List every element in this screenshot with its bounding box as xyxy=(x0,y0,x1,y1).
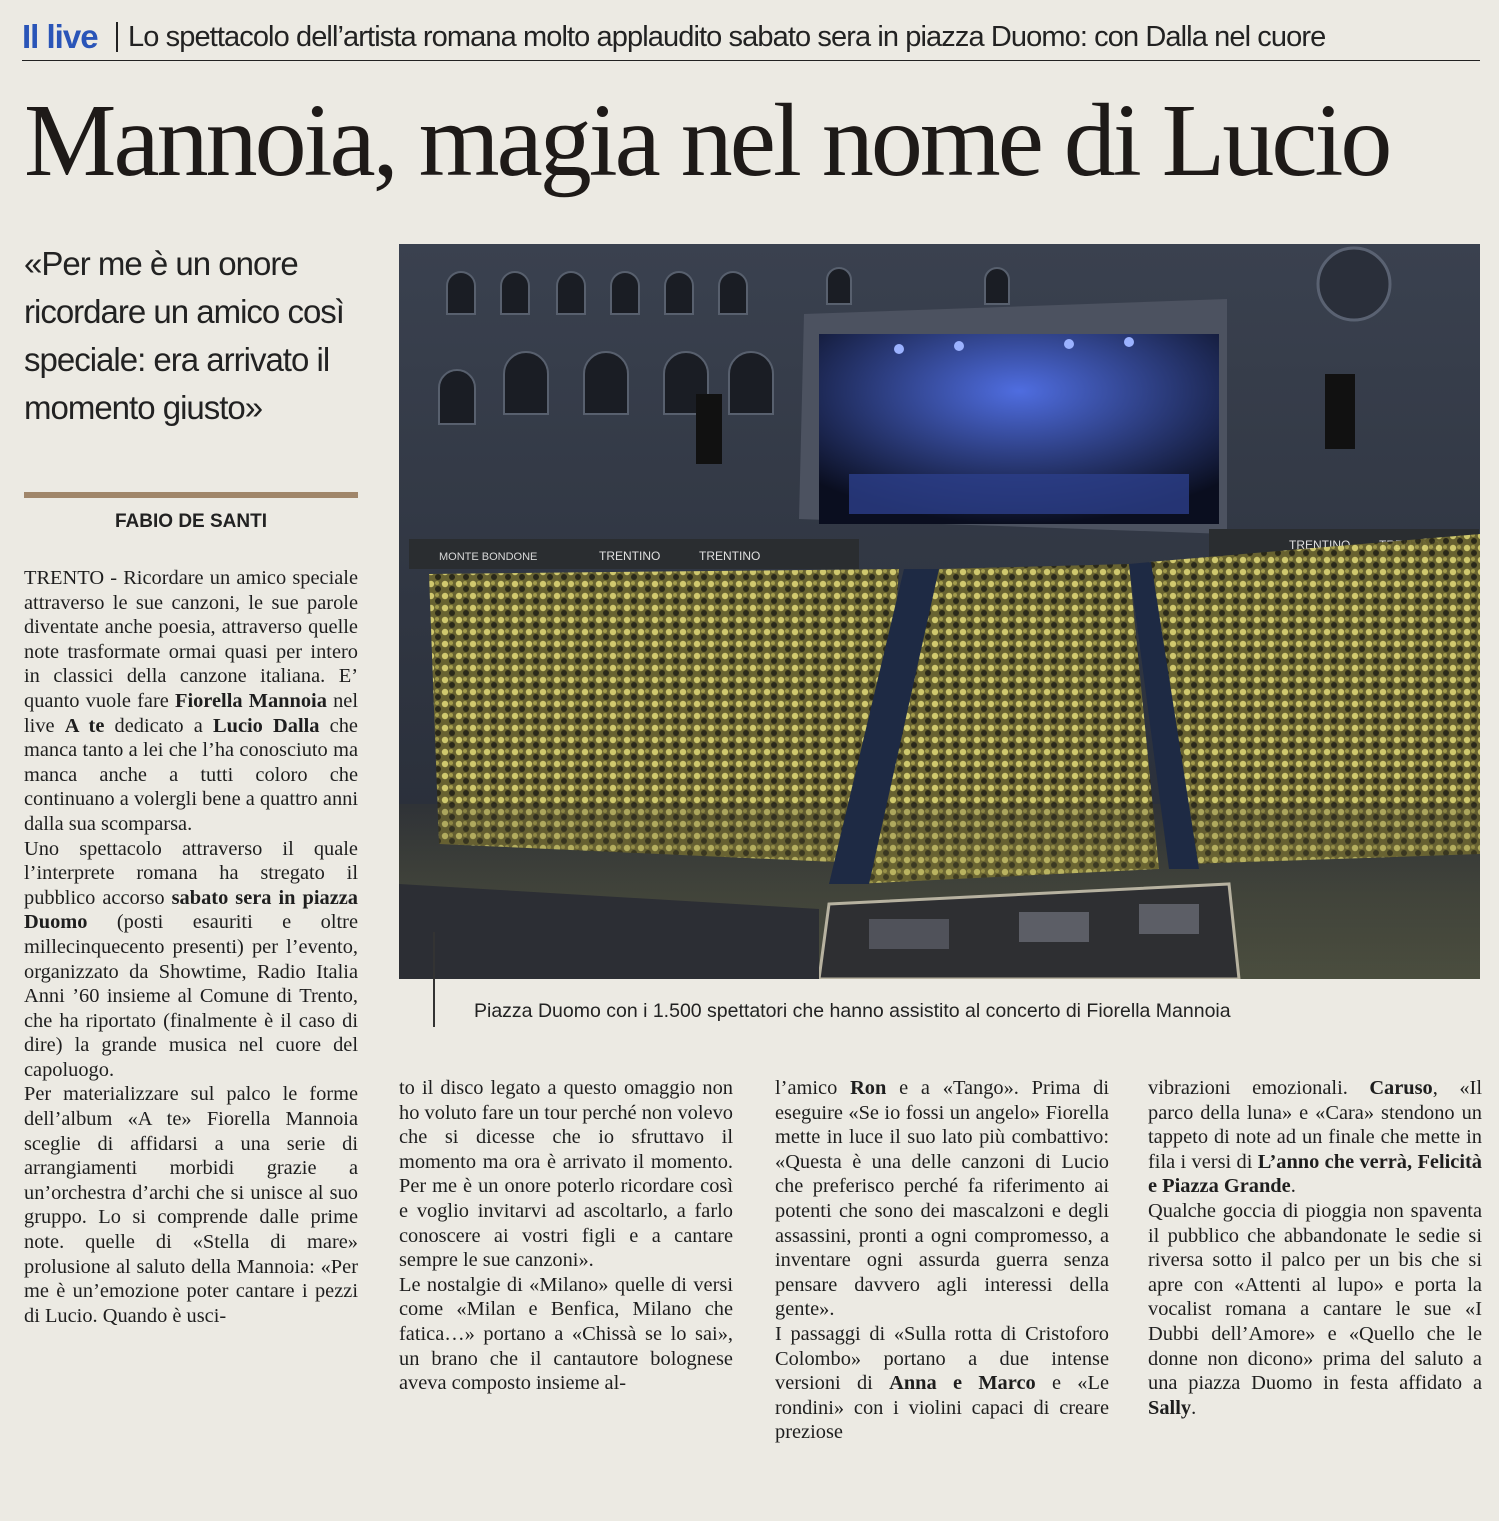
article-column-1 xyxy=(24,566,358,1328)
text-run: nel live xyxy=(24,689,358,737)
bold-text: L’anno che verrà, Felicità e Piazza Grande xyxy=(1148,1150,1482,1198)
text-run: . xyxy=(1191,1396,1197,1419)
bold-text: A te xyxy=(64,714,105,737)
text-run: e a «Tango». Prima di eseguire «Se io fossi un angelo» Fiorella mette in luce il suo lato più combattivo: «Questa è una delle canzoni di Lucio che preferisco perché fa riferimento ai potenti che sono dei mascalzoni e degli assassini, pronti a ogni compromesso, a inventare ogni assurda guerra senza pensare davvero agli interessi della gente». xyxy=(775,1077,1110,1321)
text-run: , «Il parco della luna» e «Cara» stendono un tappeto di note ad un finale che mette in fila i versi di xyxy=(1148,1077,1482,1173)
bold-text: Caruso xyxy=(1369,1077,1433,1099)
photo-caption: Piazza Duomo con i 1.500 spettatori che hanno assistito al concerto di Fiorella Mannoia xyxy=(474,1000,1231,1022)
bold-text: Fiorella Mannoia xyxy=(174,689,327,712)
paragraph xyxy=(399,1076,733,1273)
bold-text: Ron xyxy=(850,1077,887,1099)
paragraph xyxy=(24,1082,358,1328)
banner-trentino-1: TRENTINO xyxy=(599,549,661,563)
text-run: l’amico xyxy=(775,1077,851,1099)
text-run: (posti esauriti e oltre millecinquecento presenti) per l’evento, organizzato da Showtime, Radio Italia Anni ’60 insieme al Comune di Trento, che ha riportato (finalmente è il caso di dire) la grande musica nel cuore del capoluogo. xyxy=(24,911,358,1081)
text-run: e «Le rondini» con i violini capaci di creare preziose xyxy=(775,1372,1109,1444)
text-run: vibrazioni emozionali. xyxy=(1148,1077,1370,1099)
pull-quote: «Per me è un onore ricordare un amico così speciale: era arrivato il momento giusto» xyxy=(24,245,344,426)
paragraph xyxy=(1148,1076,1482,1199)
paragraph xyxy=(24,566,358,837)
text-run: . xyxy=(1290,1175,1296,1198)
text-run: I passaggi di «Sulla rotta di Cristoforo Colombo» portano a due intense versioni di xyxy=(775,1322,1109,1395)
kicker-bar xyxy=(22,14,1480,61)
paragraph xyxy=(24,837,358,1083)
kicker-divider xyxy=(116,22,118,52)
byline-rule xyxy=(24,492,358,498)
section-label: Il live xyxy=(22,18,98,55)
text-run: Uno spettacolo attraverso il quale l’interprete romana ha stregato il pubblico accorso xyxy=(24,837,358,909)
kicker-text: Lo spettacolo dell’artista romana molto applaudito sabato sera in piazza Duomo: con Dalla nel cuore xyxy=(128,21,1326,53)
text-run: dedicato a xyxy=(104,714,214,737)
bold-text: Anna e Marco xyxy=(889,1372,1036,1395)
banner-monte-bondone: MONTE BONDONE xyxy=(439,551,538,563)
text-run: Qualche goccia di pioggia non spaventa il pubblico che abbandonate le sedie si riversa sotto il palco per un bis che si apre con «Attenti al lupo» e porta la vocalist romana a cantare le sue «I Dubbi dell’Amore» e «Quello che le donne non dicono» prima del saluto a una piazza Duomo in festa affidato a xyxy=(1148,1199,1482,1395)
article-column-4 xyxy=(1148,1076,1482,1420)
byline: FABIO DE SANTI xyxy=(114,511,267,532)
text-run: Le nostalgie di «Milano» quelle di versi come «Milan e Benfica, Milano che fatica…» portano a «Chissà se lo sai», un brano che il cantautore bolognese aveva composto insieme al- xyxy=(399,1273,733,1395)
bold-text: Lucio Dalla xyxy=(213,714,320,737)
text-run: Per materializzare sul palco le forme dell’album «A te» Fiorella Mannoia sceglie di affidarsi a una serie di arrangiamenti morbidi grazie a un’orchestra d’archi che si unisce al suo gruppo. Lo si comprende dalle prime note. quelle di «Stella di mare» prolusione al saluto della Mannoia: «Per me è un’emozione poter cantare i pezzi di Lucio. Quando è usci- xyxy=(24,1083,358,1327)
article-column-3 xyxy=(775,1076,1109,1445)
text-run: to il disco legato a questo omaggio non ho voluto fare un tour perché non volevo che si dicesse che io sfruttavo il momento ma ora è arrivato il momento. Per me è un onore poterlo ricordare così e voglio invitarvi ad ascoltarlo, a farlo conoscere ai vostri figli e a cantare sempre le sue canzoni». xyxy=(399,1077,733,1272)
bold-text: Sally xyxy=(1148,1396,1192,1419)
text-run: che manca tanto a lei che l’ha conosciuto ma manca anche a tutti coloro che continuano a volergli bene a quattro anni dalla sua scomparsa. xyxy=(24,714,358,835)
bold-text: sabato sera in piazza Duomo xyxy=(24,886,358,934)
paragraph xyxy=(1148,1199,1482,1420)
paragraph xyxy=(775,1076,1109,1322)
caption-rule xyxy=(433,932,435,1027)
paragraph xyxy=(399,1273,733,1396)
banner-trentino-2: TRENTINO xyxy=(699,549,761,563)
concert-photo xyxy=(399,244,1480,979)
headline: Mannoia, magia nel nome di Lucio xyxy=(24,83,1390,198)
paragraph xyxy=(775,1322,1109,1445)
text-run: TRENTO - Ricordare un amico speciale attraverso le sue canzoni, le sue parole diventate anche poesia, attraverso quelle note trasformate ormai quasi per intero in classici della canzone italiana. E’ quanto vuole fare xyxy=(24,567,358,712)
banner-trentino-3: TRENTINO xyxy=(1289,538,1351,552)
article-column-2 xyxy=(399,1076,733,1396)
